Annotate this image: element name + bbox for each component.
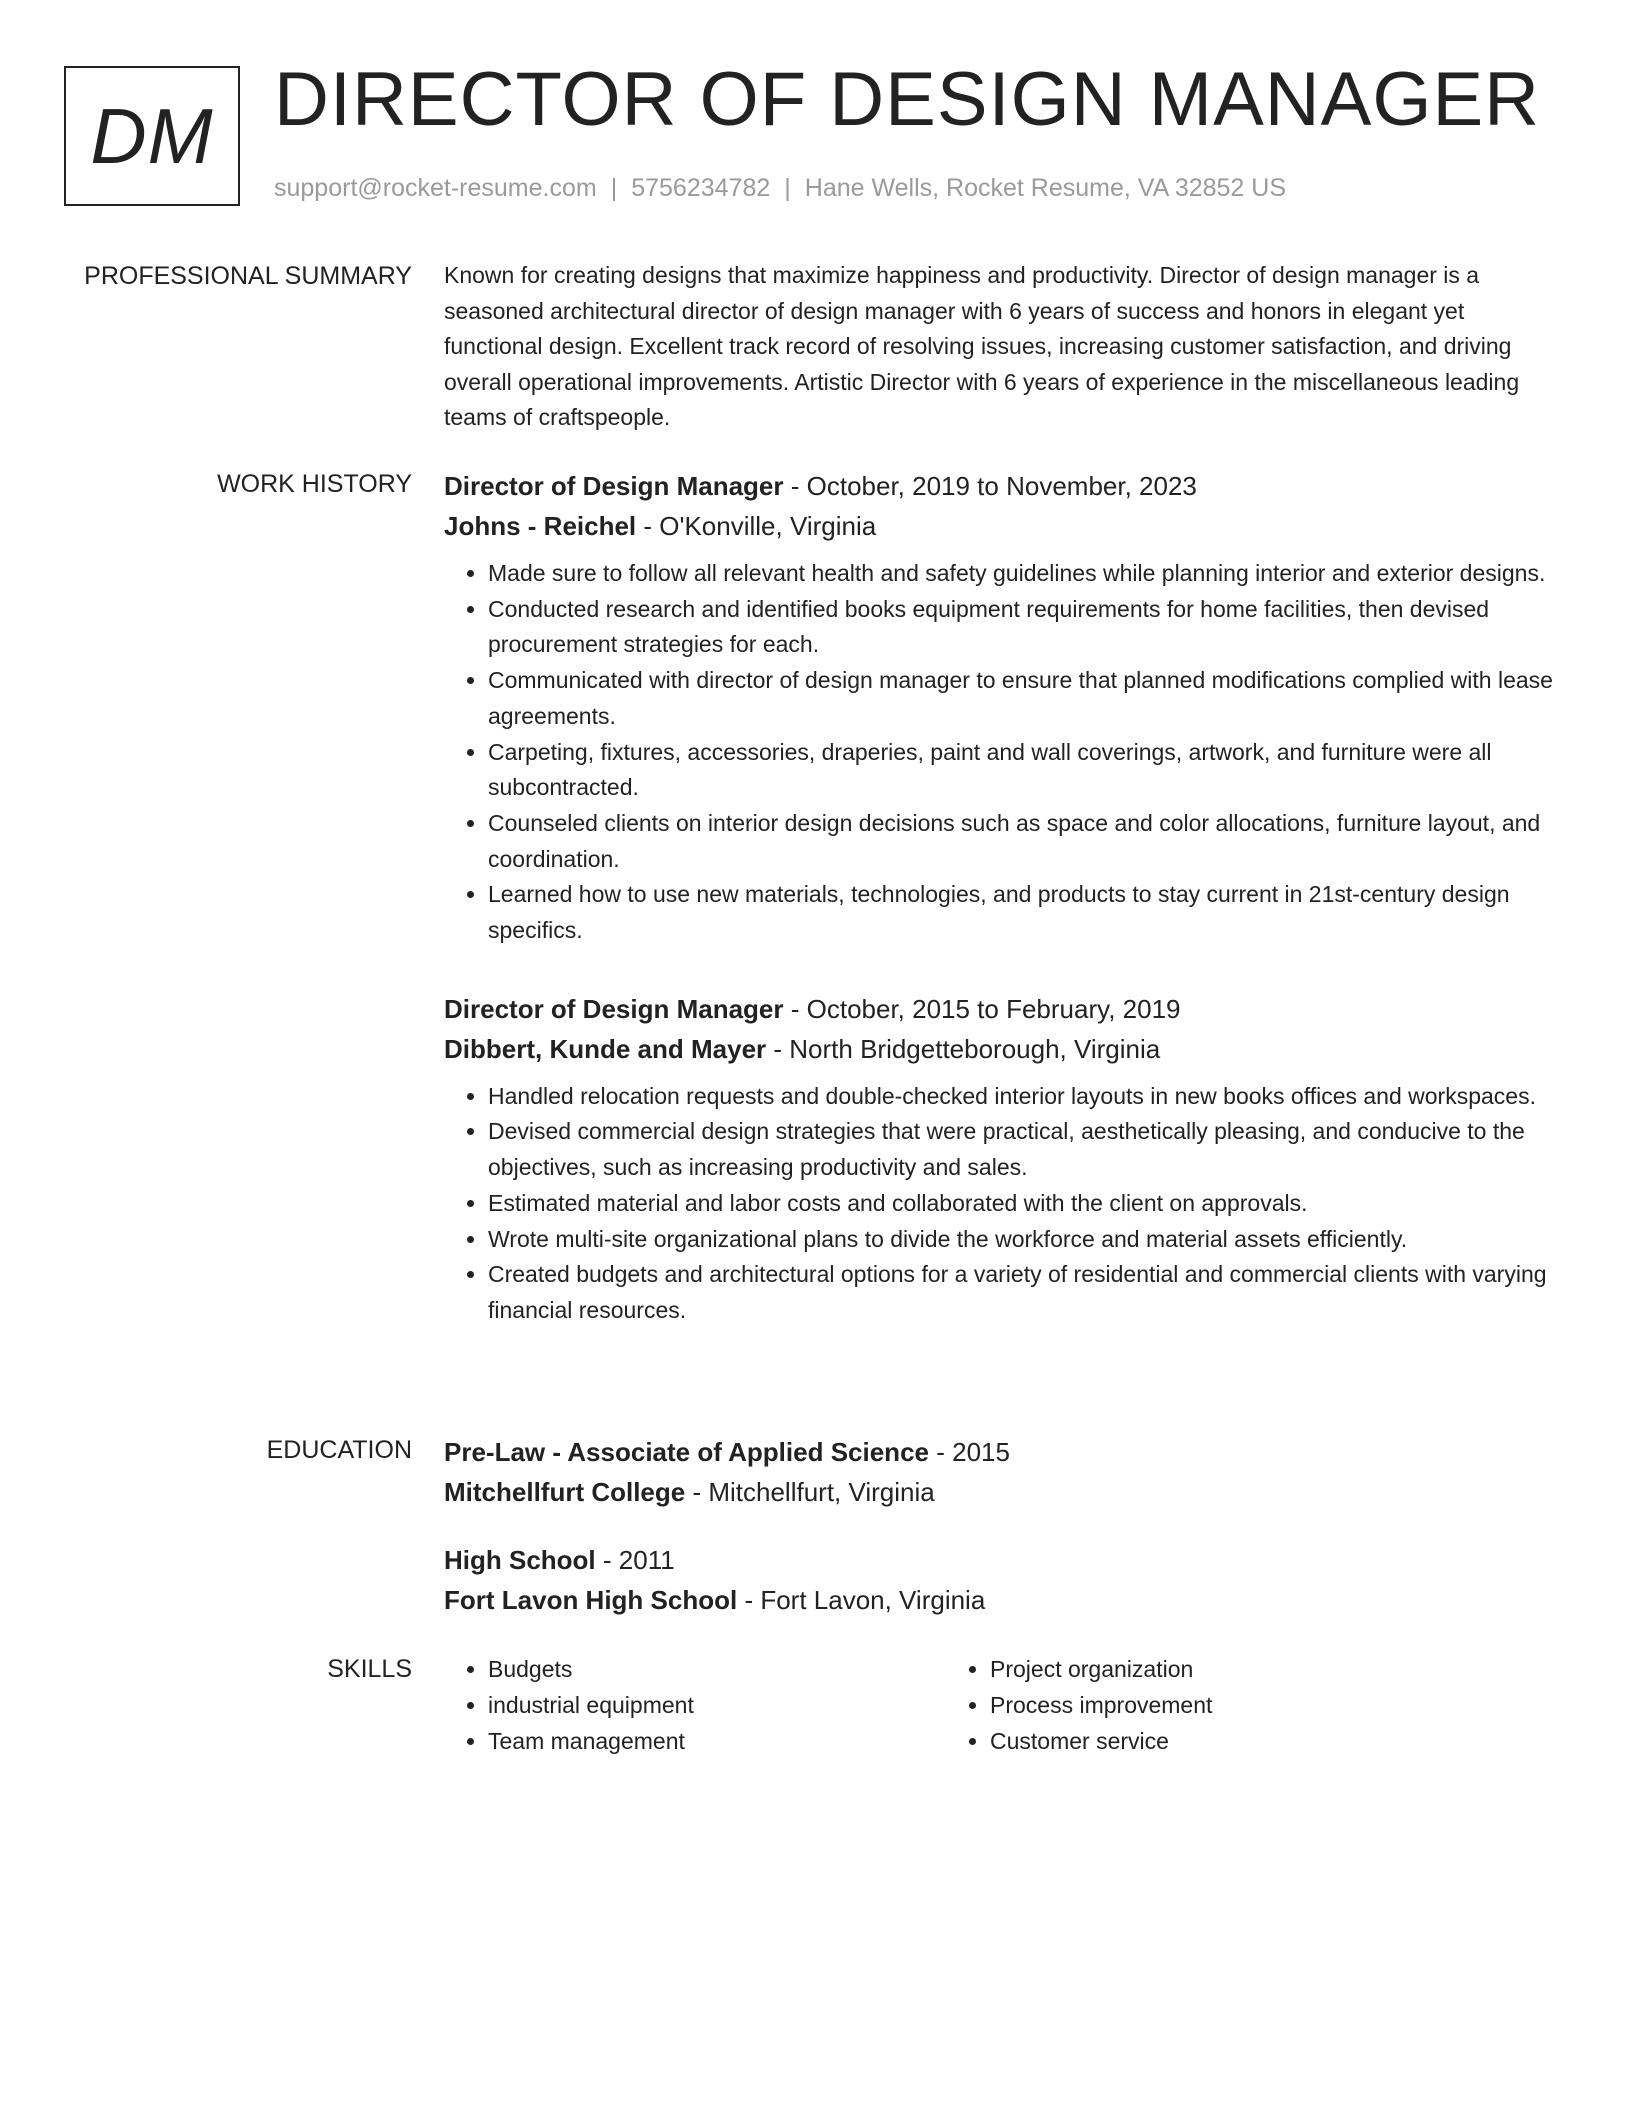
skills-list-left [444,1651,946,1759]
job-role: Director of Design Manager [444,471,784,501]
job-dates: - October, 2015 to February, 2019 [783,993,1181,1024]
skills-body [444,1651,1554,1759]
job-company: Dibbert, Kunde and Mayer [444,1033,767,1064]
education-degree: High School [444,1545,596,1575]
skills-list-right [946,1651,1448,1759]
summary-text: Known for creating designs that maximize happiness and productivity. Director of design manager is a seasoned architectural director of design manager with 6 years of success and honors in elegant yet functional design. Excellent track record of resolving issues, increasing customer satisfaction, and driving overall operational improvements. Artistic Director with 6 years of experience in the miscellaneous leading teams of craftspeople. [444,262,1520,430]
work-history-heading: WORK HISTORY [217,470,412,498]
education-year: - 2011 [595,1545,675,1575]
monogram-initials: DM [90,91,214,180]
resume-name: DIRECTOR OF DESIGN MANAGER [274,57,1541,142]
education-location: - Mitchellfurt, Virginia [685,1477,935,1507]
summary-body [444,258,1554,436]
job-location: - North Bridgetteborough, Virginia [766,1033,1161,1064]
education-degree-line [444,1540,1554,1580]
job-bullet: • Created budgets and architectural options for a variety of residential and commercial clients with varying financial resources. [488,1257,1554,1328]
skills-heading: SKILLS [327,1655,412,1683]
education-school-line [444,1472,1554,1512]
job-title-line [444,466,1554,506]
job-bullet: • Devised commercial design strategies that were practical, aesthetically pleasing, and conducive to the objectives, such as increasing productivity and sales. [488,1114,1554,1185]
job-location: - O'Konville, Virginia [636,511,877,541]
job-company-line [444,1029,1554,1069]
job-bullet: • Carpeting, fixtures, accessories, draperies, paint and wall coverings, artwork, and furniture were all subcontracted. [488,735,1554,806]
education-entry [444,1432,1554,1512]
contact-line [274,174,1286,203]
education-entry [444,1540,1554,1620]
contact-separator: | [610,174,618,202]
education-degree: Pre-Law - Associate of Applied Science [444,1437,929,1467]
education-school: Mitchellfurt College [444,1477,686,1507]
education-heading: EDUCATION [266,1436,412,1464]
job-bullet: • Made sure to follow all relevant health and safety guidelines while planning interior and exterior designs. [488,556,1554,592]
skill-item: • Customer service [990,1723,1448,1759]
work-history-body [444,466,1554,1329]
summary-heading: PROFESSIONAL SUMMARY [84,262,412,290]
job-bullet: • Learned how to use new materials, technologies, and products to stay current in 21st-century design specifics. [488,877,1554,948]
skill-item: • Project organization [990,1651,1448,1687]
monogram-box [64,66,240,206]
skill-item: • Budgets [488,1651,946,1687]
skill-item: • Process improvement [990,1687,1448,1723]
education-year: - 2015 [929,1437,1010,1467]
job-bullet: • Counseled clients on interior design decisions such as space and color allocations, furniture layout, and coordination. [488,806,1554,877]
job-bullet: • Conducted research and identified books equipment requirements for home facilities, then devised procurement strategies for each. [488,592,1554,663]
contact-address: Hane Wells, Rocket Resume, VA 32852 US [804,174,1287,202]
job-title-line [444,989,1554,1029]
job-bullets [444,556,1554,949]
job-bullet: • Estimated material and labor costs and collaborated with the client on approvals. [488,1186,1554,1222]
job-entry [444,989,1554,1329]
education-degree-line [444,1432,1554,1472]
job-bullet: • Communicated with director of design manager to ensure that planned modifications complied with lease agreements. [488,663,1554,734]
contact-email: support@rocket-resume.com [274,174,597,202]
education-location: - Fort Lavon, Virginia [737,1585,986,1615]
job-bullet: • Wrote multi-site organizational plans to divide the workforce and material assets efficiently. [488,1222,1554,1258]
contact-separator: | [784,174,791,202]
education-body [444,1432,1554,1620]
job-dates: - October, 2019 to November, 2023 [783,471,1197,501]
job-bullets [444,1079,1554,1329]
job-role: Director of Design Manager [444,993,784,1024]
education-school: Fort Lavon High School [444,1585,738,1615]
education-school-line [444,1580,1554,1620]
job-company-line [444,506,1554,546]
job-bullet: • Handled relocation requests and double-checked interior layouts in new books offices and workspaces. [488,1079,1554,1115]
job-entry [444,466,1554,949]
skill-item: • industrial equipment [488,1687,946,1723]
skill-item: • Team management [488,1723,946,1759]
contact-phone: 5756234782 [631,174,771,202]
job-company: Johns - Reichel [444,511,637,541]
